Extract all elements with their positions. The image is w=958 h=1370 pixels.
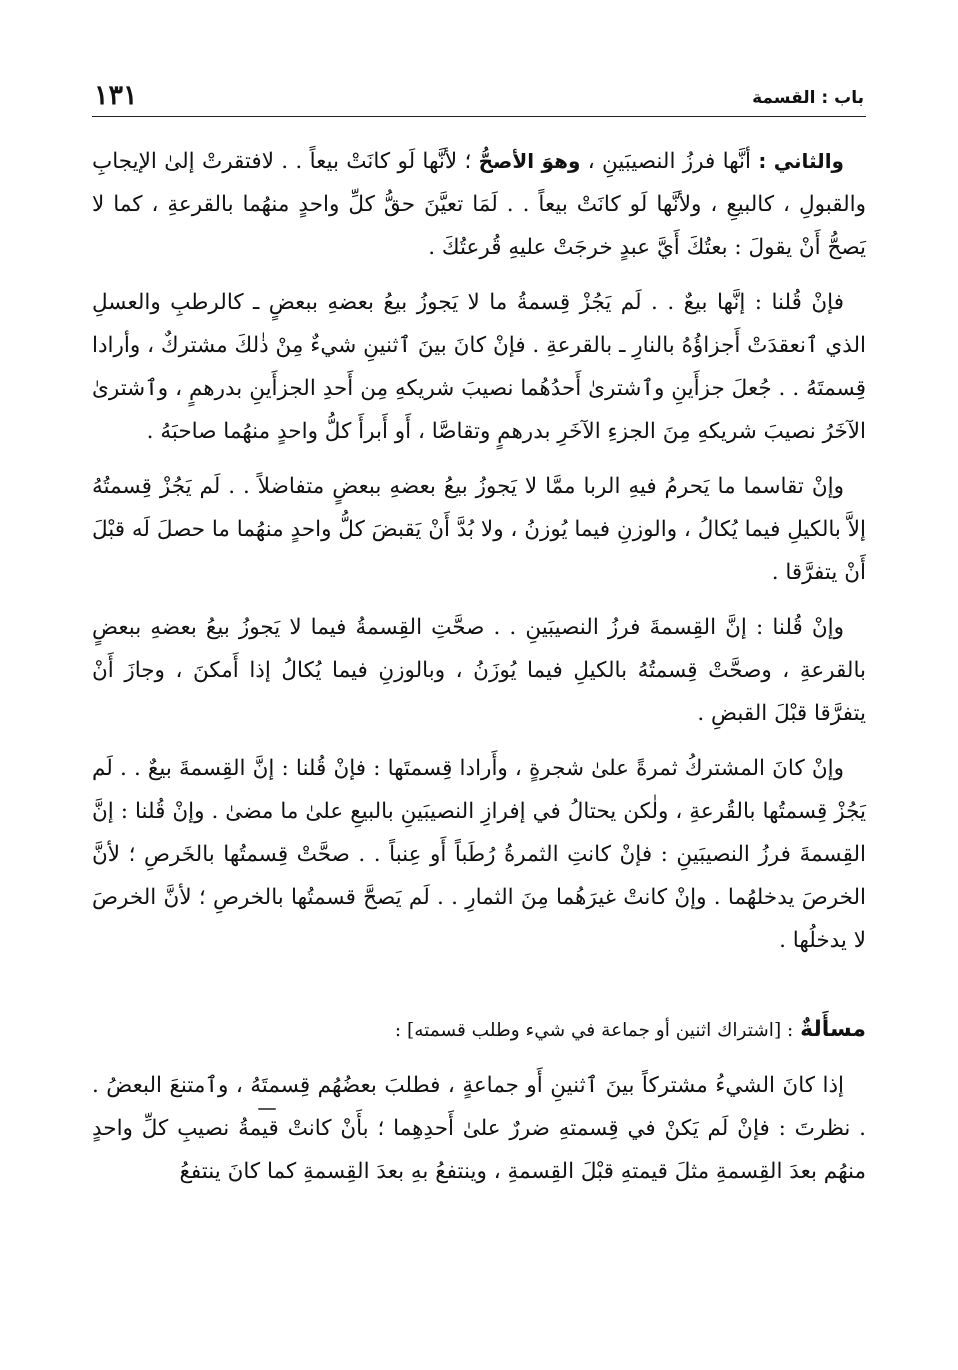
page-header xyxy=(92,80,866,117)
chapter-title: باب : القسمة xyxy=(752,88,864,108)
emphasized-text: وهوَ الأصحُّ xyxy=(478,149,581,173)
paragraph-text: ؛ لأنَّها لَو كانَتْ بيعاً . . لافتقرتْ إلىٰ الإيجابِ والقبولِ ، كالبيعِ ، ولأنَّها لَو كانَتْ بيعاً . . لَمَا تعيَّنَ حقُّ كلِّ واحدٍ منهُما بالقرعةِ ، كما لا يَصحُّ أَنْ يقولَ : بعتُكَ أَيَّ عبدٍ خرجَتْ عليهِ قُرعتُكَ . xyxy=(92,149,866,260)
masala-heading xyxy=(92,1008,866,1052)
paragraph: وإنْ كانَ المشتركُ ثمرةً علىٰ شجرةٍ ، وأَرادا قِسمتَها : فإنْ قُلنا : إنَّ القِسمةَ بيعٌ . . لَم يَجُزْ قِسمتُها بالقُرعةِ ، ولٰكن يحتالُ في إفرازِ النصيبَينِ بالبيعِ علىٰ ما مضىٰ . وإنْ قُلنا : إنَّ القِسمةَ فرزُ النصيبَينِ : فإنْ كانتِ الثمرةُ رُطَباً أَو عِنباً . . صحَّتْ قِسمتُها بالخَرصِ ؛ لأنَّ الخرصَ يدخلهُما . وإنْ كانتْ غيرَهُما مِنَ الثمارِ . . لَم يَصحَّ قسمتُها بالخرصِ ؛ لأنَّ الخرصَ لا يدخلُها . xyxy=(92,756,866,953)
paragraph: فإنْ قُلنا : إنَّها بيعٌ . . لَم يَجُزْ قِسمةُ ما لا يَجوزُ بيعُ بعضهِ ببعضٍ ـ كالرطبِ والعسلِ الذي ٱنعقدَتْ أَجزاؤُهُ بالنارِ ـ بالقرعةِ . فإنْ كانَ بينَ ٱثنينِ شيءٌ مِنْ ذٰلكَ مشتركٌ ، وأرادا قِسمتَهُ . . جُعلَ جزأَينِ وٱشترىٰ أَحدُهُما نصيبَ شريكهِ مِن أَحدِ الجزأَينِ بدرهمٍ ، وٱشترىٰ الآخَرُ نصيبَ شريكهِ مِنَ الجزءِ الآخَرِ بدرهمٍ وتقاصَّا ، أَو أَبرأَ كلُّ واحدٍ منهُما صاحبَهُ . xyxy=(92,290,866,444)
decorative-mark xyxy=(258,1108,276,1110)
masala-subtitle: : [اشتراك اثنين أو جماعة في شيء وطلب قسمته] : xyxy=(394,1020,794,1041)
masala-title: مسأَلةٌ xyxy=(800,1017,866,1042)
paragraph xyxy=(92,140,866,269)
paragraph: وإنْ تقاسما ما يَحرمُ فيهِ الربا ممَّا لا يَجوزُ بيعُ بعضهِ ببعضٍ متفاضلاً . . لَم يَجُزْ قِسمتُهُ إلاَّ بالكيلِ فيما يُكالُ ، والوزنِ فيما يُوزنُ ، ولا بُدَّ أَنْ يَقبضَ كلُّ واحدٍ منهُما ما حصلَ لَه قبْلَ أَنْ يتفرَّقا . xyxy=(92,474,866,585)
page-number: ١٣١ xyxy=(94,80,138,111)
page-body xyxy=(92,140,866,1205)
paragraph-text: أنَّها فرزُ النصيبَينِ ، xyxy=(587,149,752,174)
paragraph: إذا كانَ الشيءُ مشتركاً بينَ ٱثنينِ أَو جماعةٍ ، فطلبَ بعضُهُم قِسمتَهُ ، وٱمتنعَ البعضُ . . نظرتَ : فإنْ لَم يَكنْ في قِسمتهِ ضررٌ علىٰ أَحدِهِما ؛ بأَنْ كانتْ قيمةُ نصيبِ كلِّ واحدٍ منهُم بعدَ القِسمةِ مثلَ قيمتهِ قبْلَ القِسمةِ ، وينتفعُ بهِ بعدَ القِسمةِ كما كانَ ينتفعُ xyxy=(92,1073,866,1184)
paragraph: وإنْ قُلنا : إنَّ القِسمةَ فرزُ النصيبَينِ . . صحَّتِ القِسمةُ فيما لا يَجوزُ بيعُ بعضهِ ببعضٍ بالقرعةِ ، وصحَّتْ قِسمتُهُ بالكيلِ فيما يُوزَنُ ، وبالوزنِ فيما يُكالُ إذا أَمكنَ ، وجازَ أَنْ يتفرَّقا قبْلَ القبضِ . xyxy=(92,615,866,726)
paragraph-lead: والثاني : xyxy=(758,149,844,173)
